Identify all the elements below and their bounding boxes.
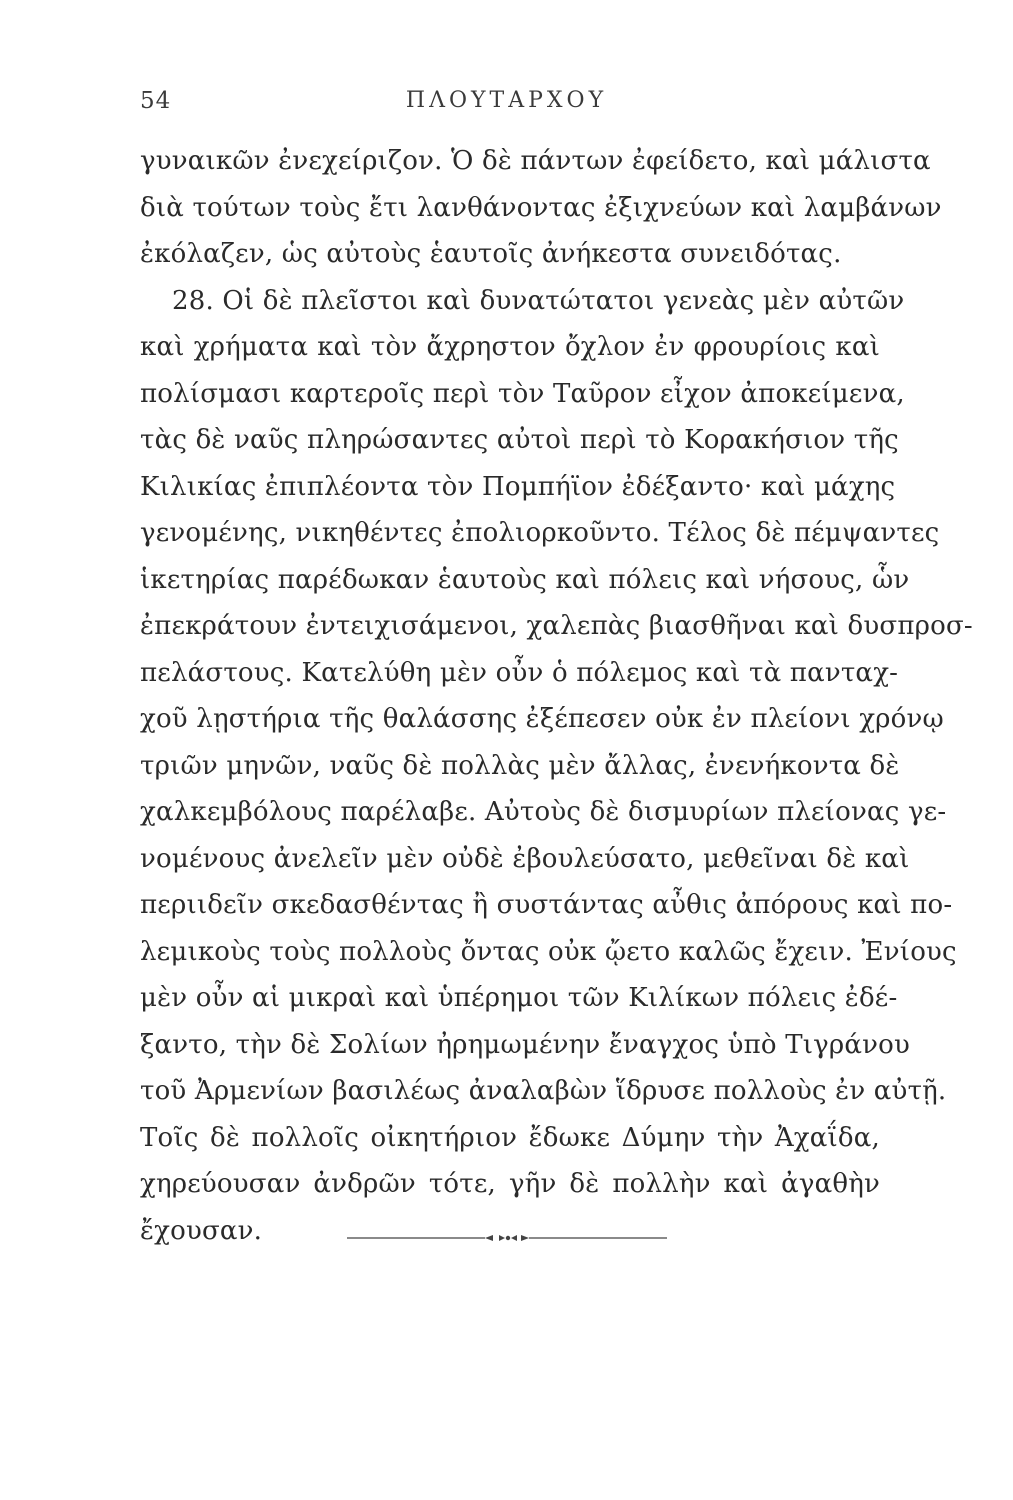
- text-line: ἔχουσαν.: [140, 1215, 263, 1246]
- text-line: πελάστους. Κατελύθη μὲν οὖν ὁ πόλεμος καὶ τὰ πανταχ-: [140, 657, 899, 688]
- text-line: ξαντο, τὴν δὲ Σολίων ἠρημωμένην ἔναγχος ὑπὸ Τιγράνου: [140, 1029, 910, 1060]
- text-line: πολίσμασι καρτεροῖς περὶ τὸν Ταῦρον εἶχον ἀποκείμενα,: [140, 378, 905, 409]
- text-line: λεμικοὺς τοὺς πολλοὺς ὄντας οὐκ ᾤετο καλῶς ἔχειν. Ἐνίους: [140, 936, 957, 967]
- page-number: 54: [140, 88, 172, 114]
- running-title: ΠΛΟΥΤΑΡΧΟΥ: [405, 88, 608, 113]
- text-line: Τοῖς δὲ πολλοῖς οἰκητήριον ἔδωκε Δύμην τὴν Ἀχαΐδα,: [140, 1122, 880, 1153]
- text-line: χαλκεμβόλους παρέλαβε. Αὐτοὺς δὲ δισμυρίων πλείονας γε-: [140, 797, 947, 827]
- text-line: χηρεύουσαν ἀνδρῶν τότε, γῆν δὲ πολλὴν καὶ ἀγαθὴν: [140, 1169, 880, 1199]
- text-line: χοῦ λῃστήρια τῆς θαλάσσης ἐξέπεσεν οὐκ ἐν πλείονι χρόνῳ: [140, 704, 944, 734]
- text-line: τὰς δὲ ναῦς πληρώσαντες αὐτοὶ περὶ τὸ Κορακήσιον τῆς: [140, 425, 899, 455]
- text-line: καὶ χρήματα καὶ τὸν ἄχρηστον ὄχλον ἐν φρουρίοις καὶ: [140, 332, 880, 362]
- text-line: γυναικῶν ἐνεχείριζον. Ὁ δὲ πάντων ἐφείδετο, καὶ μάλιστα: [140, 146, 931, 176]
- text-line: τοῦ Ἀρμενίων βασιλέως ἀναλαβὼν ἵδρυσε πολλοὺς ἐν αὐτῇ.: [140, 1076, 947, 1106]
- text-line: τριῶν μηνῶν, ναῦς δὲ πολλὰς μὲν ἄλλας, ἐνενήκοντα δὲ: [140, 750, 900, 781]
- text-line: ἐπεκράτουν ἐντειχισάμενοι, χαλεπὰς βιασθῆναι καὶ δυσπροσ-: [140, 611, 973, 641]
- text-line: 28. Οἱ δὲ πλεῖστοι καὶ δυνατώτατοι γενεὰς μὲν αὐτῶν: [172, 285, 905, 316]
- section-end-rule: [0, 1228, 1013, 1248]
- text-line: διὰ τούτων τοὺς ἔτι λανθάνοντας ἐξιχνεύων καὶ λαμβάνων: [140, 192, 942, 223]
- text-line: ἐκόλαζεν, ὡς αὐτοὺς ἑαυτοῖς ἀνήκεστα συνειδότας.: [140, 239, 842, 269]
- body-text: [140, 138, 973, 1254]
- text-line: γενομένης, νικηθέντες ἐπολιορκοῦντο. Τέλος δὲ πέμψαντες: [140, 518, 940, 548]
- text-line: Κιλικίας ἐπιπλέοντα τὸν Πομπήϊον ἐδέξαντο· καὶ μάχης: [140, 471, 896, 502]
- text-line: ἱκετηρίας παρέδωκαν ἑαυτοὺς καὶ πόλεις καὶ νήσους, ὧν: [140, 564, 910, 595]
- text-line: περιιδεῖν σκεδασθέντας ἢ συστάντας αὖθις ἀπόρους καὶ πο-: [140, 890, 953, 920]
- ornament-rule-icon: [347, 1231, 667, 1245]
- text-line: μὲν οὖν αἱ μικραὶ καὶ ὑπέρημοι τῶν Κιλίκων πόλεις ἐδέ-: [140, 983, 898, 1013]
- text-line: νομένους ἀνελεῖν μὲν οὐδὲ ἐβουλεύσατο, μεθεῖναι δὲ καὶ: [140, 843, 910, 874]
